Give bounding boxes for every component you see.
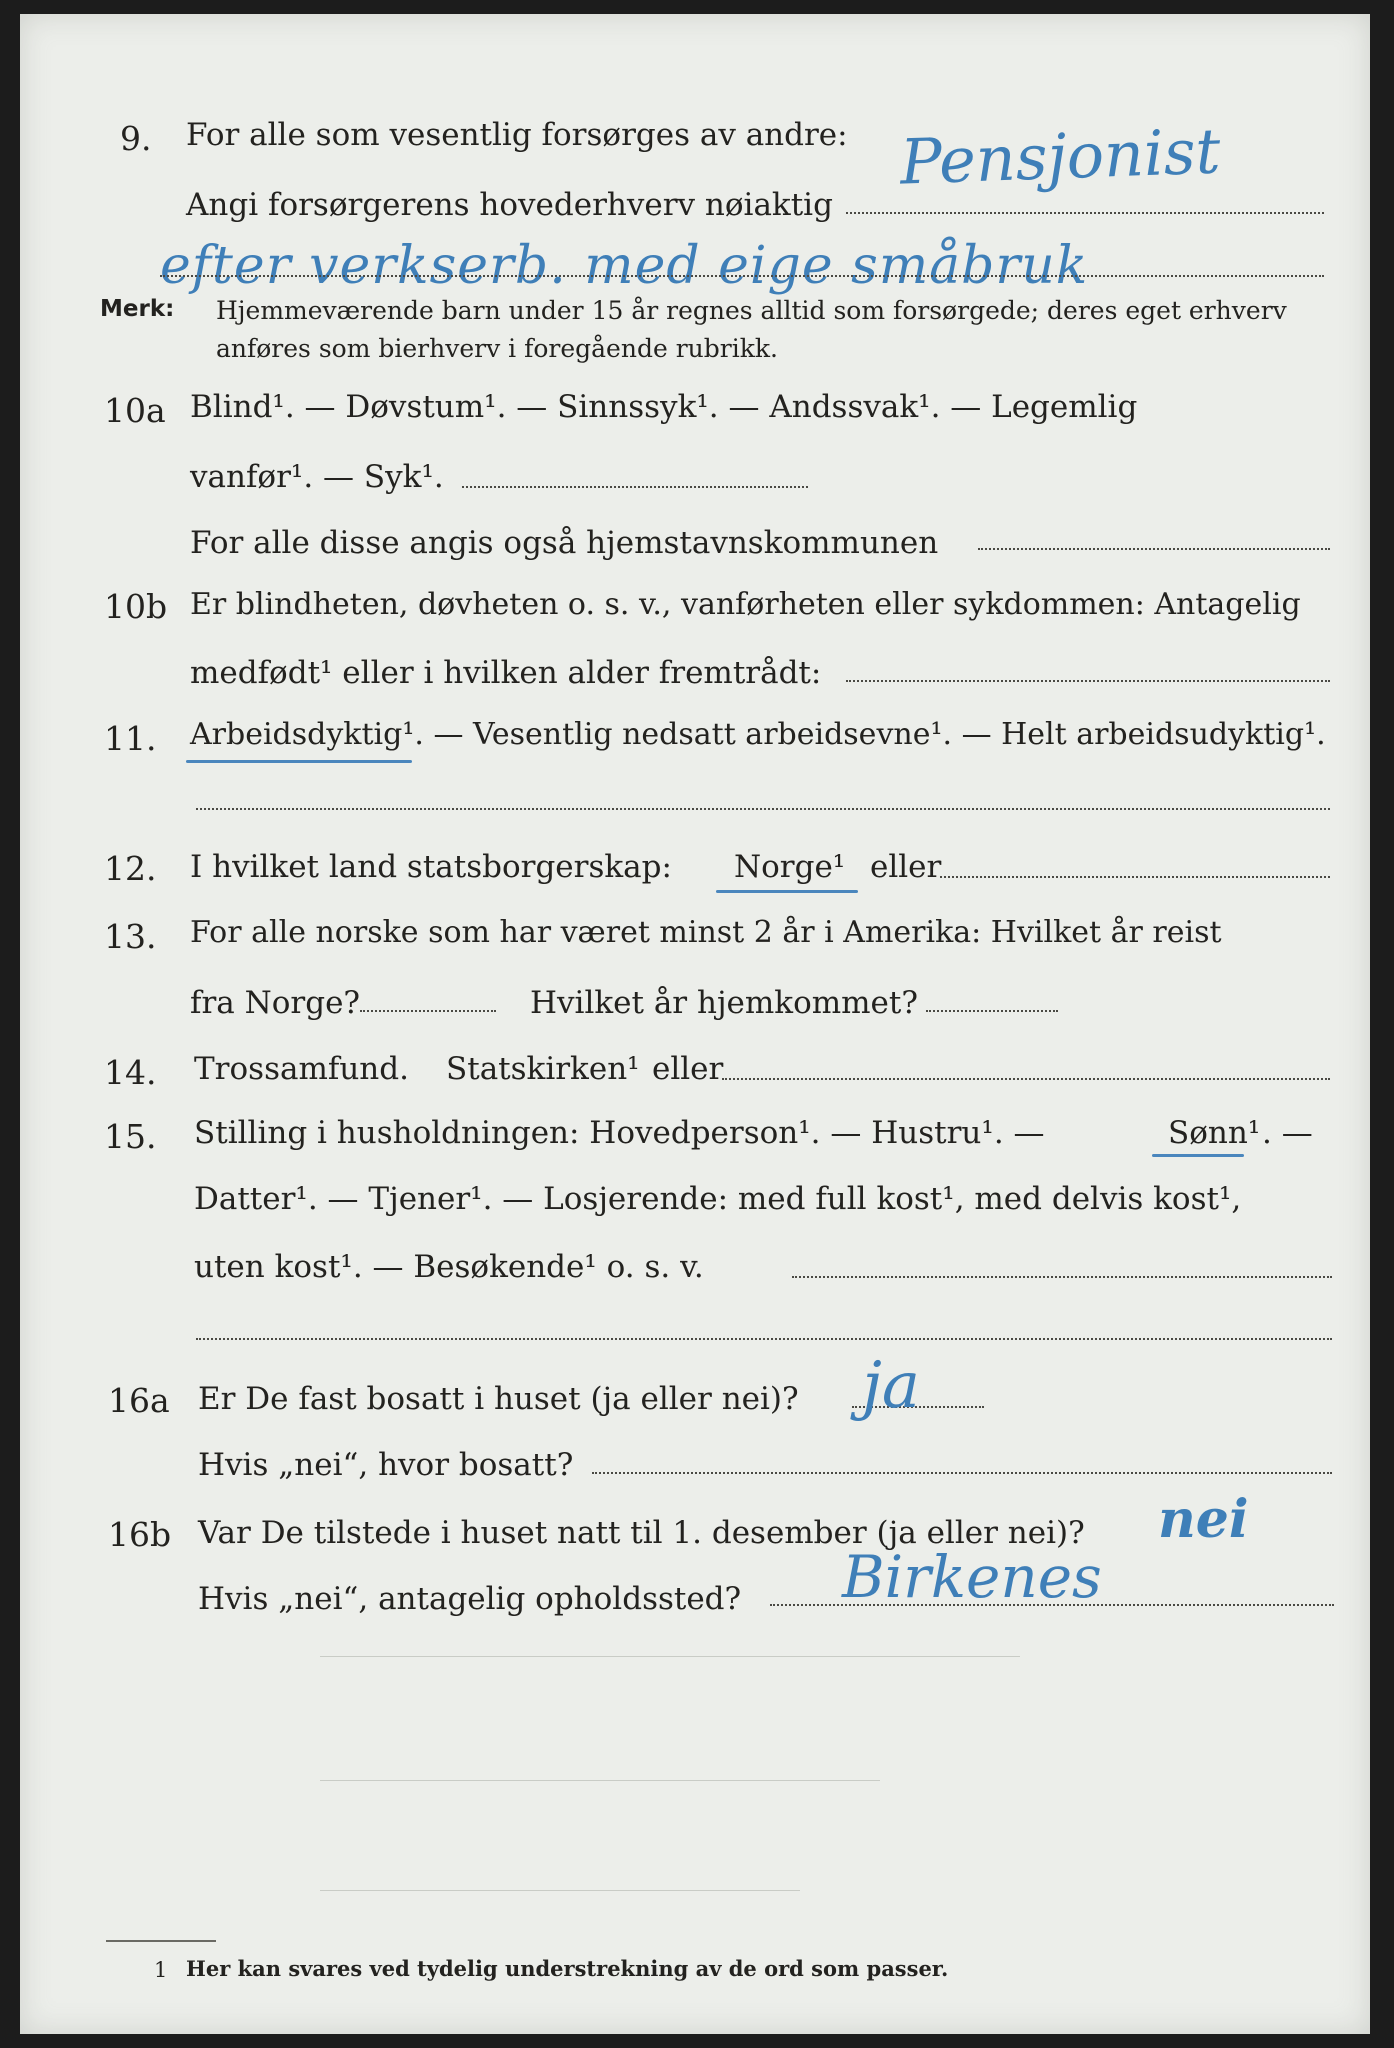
q12-number: 12.	[104, 849, 157, 888]
q16a-line1: Er De fast bosatt i huset (ja eller nei)?	[198, 1381, 799, 1417]
q15-underline-mark	[1152, 1154, 1244, 1157]
q16a-line2: Hvis „nei“, hvor bosatt?	[198, 1447, 574, 1483]
footnote-rule	[106, 1940, 216, 1942]
q13-line2b: Hvilket år hjemkommet?	[530, 985, 918, 1021]
q11-answer-line[interactable]	[196, 808, 1330, 810]
q13-year-returned-line[interactable]	[926, 1010, 1058, 1012]
q9-line2: Angi forsørgerens hovederhverv nøiaktig	[186, 187, 833, 223]
q16a-answer[interactable]: ja	[862, 1349, 920, 1423]
q12-underline-mark	[716, 890, 858, 893]
q12-norge[interactable]: Norge¹	[734, 849, 846, 885]
q11-number: 11.	[104, 719, 157, 758]
show-through-line	[320, 1890, 800, 1891]
q15-line2: Datter¹. — Tjener¹. — Losjerende: med full kost¹, med delvis kost¹,	[194, 1181, 1242, 1217]
q10b-line1: Er blindheten, døvheten o. s. v., vanførheten eller sykdommen: Antagelig	[190, 587, 1301, 622]
q16a-number: 16a	[108, 1381, 170, 1420]
show-through-line	[320, 1780, 880, 1781]
q9-answer-line2[interactable]	[160, 275, 1324, 277]
q10a-answer-line[interactable]	[462, 486, 808, 488]
q16b-answer-location[interactable]: Birkenes	[842, 1543, 1102, 1611]
q14-eller: eller	[652, 1051, 724, 1087]
q13-number: 13.	[104, 917, 157, 956]
q9-answer-occupation[interactable]: Pensjonist	[898, 114, 1222, 199]
q14-text: Trossamfund.	[194, 1051, 409, 1087]
merk-line2: anføres som bierhverv i foregående rubrikk.	[216, 334, 778, 363]
q15-sonn[interactable]: Sønn¹	[1168, 1115, 1261, 1151]
q16b-line2: Hvis „nei“, antagelig opholdssted?	[198, 1581, 742, 1617]
footnote-marker: 1	[154, 1958, 168, 1982]
q15-line1a: Stilling i husholdningen: Hovedperson¹. — Hustru¹. —	[194, 1115, 1045, 1151]
show-through-line	[320, 1656, 1020, 1657]
q9-number: 9.	[120, 119, 152, 158]
q16b-line1: Var De tilstede i huset natt til 1. desember (ja eller nei)?	[198, 1515, 1085, 1551]
q10b-number: 10b	[104, 587, 168, 626]
q10b-line2: medfødt¹ eller i hvilken alder fremtrådt:	[190, 655, 822, 691]
q15-line3: uten kost¹. — Besøkende¹ o. s. v.	[194, 1249, 704, 1285]
footnote-text: Her kan svares ved tydelig understrekning av de ord som passer.	[186, 1956, 949, 1981]
q15-number: 15.	[104, 1117, 157, 1156]
q9-answer-continued[interactable]: efter verkserb. med eige småbruk	[160, 236, 1089, 296]
q14-other-line[interactable]	[722, 1078, 1330, 1080]
q12-eller: eller	[870, 849, 942, 885]
q16b-number: 16b	[108, 1515, 172, 1554]
q13-line1: For alle norske som har været minst 2 år i Amerika: Hvilket år reist	[190, 915, 1222, 950]
merk-label: Merk:	[100, 296, 175, 322]
q16b-answer-present[interactable]: nei	[1158, 1489, 1249, 1550]
merk-line1: Hjemmeværende barn under 15 år regnes alltid som forsørgede; deres eget erhverv	[216, 296, 1287, 325]
q11-line1: Arbeidsdyktig¹. — Vesentlig nedsatt arbeidsevne¹. — Helt arbeidsudyktig¹.	[190, 717, 1326, 752]
q9-line1: For alle som vesentlig forsørges av andre:	[186, 117, 848, 153]
q13-year-left-line[interactable]	[360, 1010, 496, 1012]
q11-underline-mark	[186, 760, 412, 763]
q10a-line2: vanfør¹. — Syk¹.	[190, 459, 444, 495]
q15-answer-line1[interactable]	[792, 1276, 1332, 1278]
q10a-number: 10a	[104, 391, 166, 430]
q15-line1b: . —	[1262, 1115, 1313, 1151]
q12-text: I hvilket land statsborgerskap:	[190, 849, 672, 885]
q15-answer-line2[interactable]	[196, 1338, 1332, 1340]
q16a-where-line[interactable]	[592, 1472, 1332, 1474]
q10a-hometown-line[interactable]	[978, 548, 1330, 550]
q10a-line1: Blind¹. — Døvstum¹. — Sinnssyk¹. — Andssvak¹. — Legemlig	[190, 389, 1138, 425]
q14-statskirken[interactable]: Statskirken¹	[446, 1051, 640, 1087]
q13-line2a: fra Norge?	[190, 985, 361, 1021]
q10a-line3: For alle disse angis også hjemstavnskommunen	[190, 525, 939, 561]
q10b-answer-line[interactable]	[846, 680, 1330, 682]
q14-number: 14.	[104, 1053, 157, 1092]
q9-answer-line1[interactable]	[846, 212, 1324, 214]
q12-other-line[interactable]	[940, 876, 1330, 878]
